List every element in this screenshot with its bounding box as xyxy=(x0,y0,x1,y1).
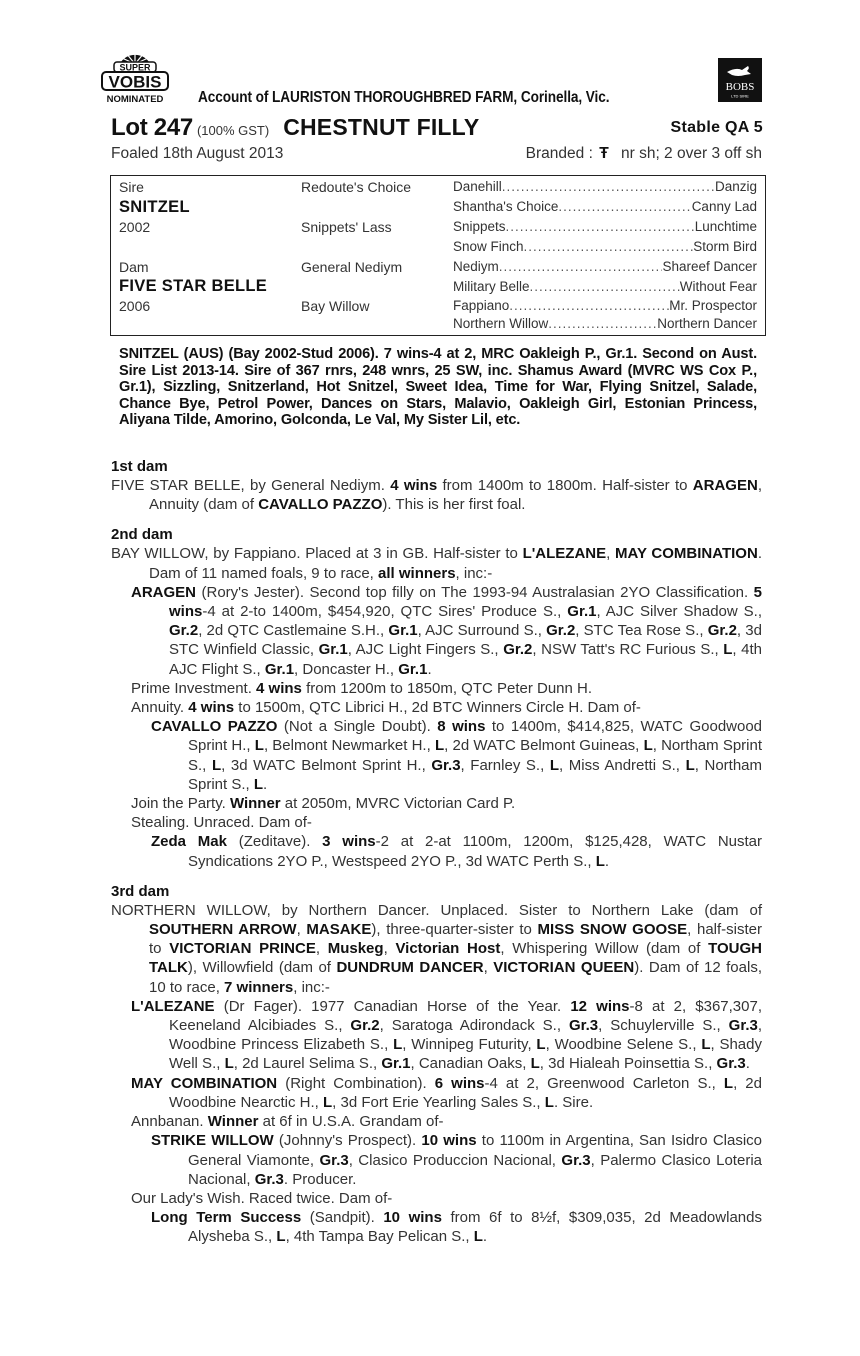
text-run: (Not a Single Doubt). xyxy=(277,718,438,736)
bold-run: L xyxy=(595,852,605,870)
bold-run: Gr.3 xyxy=(568,1017,599,1035)
bold-run: Winner xyxy=(229,795,281,813)
text-run: , AJC Silver Shadow S., xyxy=(596,603,763,621)
text-run: , STC Tea Rose S., xyxy=(575,622,708,640)
section-gap xyxy=(111,871,762,883)
text-run: , 2d WATC Belmont Guineas, xyxy=(444,737,644,755)
text-run: , Farnley S., xyxy=(460,756,550,774)
dam-sections xyxy=(111,458,762,1247)
sire-year: 2002 xyxy=(119,219,151,235)
sire-label: Sire xyxy=(119,179,144,195)
bold-run: 12 wins xyxy=(570,997,630,1015)
text-run: (Sandpit). xyxy=(301,1209,384,1227)
bold-run: L xyxy=(393,1036,403,1054)
bold-run: L xyxy=(685,756,695,774)
text-run: to 1100m in Argentina, San Isidro Clasico General Viamonte, xyxy=(188,1132,762,1169)
great-grandparent-row xyxy=(453,199,757,219)
bold-run: 4 wins xyxy=(188,699,235,717)
bold-run: MISS SNOW GOOSE xyxy=(537,921,688,939)
text-run: , Whispering Willow (dam of xyxy=(500,940,709,958)
great-grandparent-row xyxy=(453,219,757,239)
vendor-account: Account of LAURISTON THOROUGHBRED FARM, Corinella, Vic. xyxy=(198,89,610,106)
text-run: . xyxy=(482,1228,488,1246)
section-gap xyxy=(111,514,762,526)
bold-run: 10 wins xyxy=(383,1209,442,1227)
bold-run: STRIKE WILLOW xyxy=(151,1132,274,1150)
text-run: , Schuylerville S., xyxy=(598,1017,729,1035)
text-run: , Winnipeg Futurity, xyxy=(402,1036,537,1054)
bold-run: Gr.3 xyxy=(431,756,461,774)
bold-run: VICTORIAN QUEEN xyxy=(493,959,635,977)
bold-run: Winner xyxy=(207,1113,259,1131)
text-run: at 6f in U.S.A. Grandam of- xyxy=(258,1113,444,1131)
section-heading: 1st dam xyxy=(111,458,168,475)
text-run: BAY WILLOW, by Fappiano. Placed at 3 in GB. Half-sister to xyxy=(111,545,523,563)
bold-run: L xyxy=(211,756,222,774)
text-run: from 6f to 8½f, $309,035, 2d Meadowlands Alysheba S., xyxy=(188,1209,762,1246)
pedigree-paragraph xyxy=(111,698,762,717)
bold-run: L xyxy=(536,1036,546,1054)
text-run: , Clasico Produccion Nacional, xyxy=(348,1151,562,1169)
text-run: , xyxy=(606,545,616,563)
text-run: , 4th AJC Flight S., xyxy=(169,641,763,678)
text-run: , Palermo Clasico Loteria Nacional, xyxy=(188,1151,762,1188)
bold-run: 6 wins xyxy=(434,1074,485,1092)
bold-run: L xyxy=(530,1055,540,1073)
gg-name: Nediym xyxy=(453,259,499,274)
pedigree-paragraph xyxy=(111,997,762,1074)
dam-label: Dam xyxy=(119,259,149,275)
gg-sire: Canny Lad xyxy=(691,199,757,214)
branded-label: Branded : xyxy=(525,145,593,162)
text-run: ). This is her first foal. xyxy=(382,496,526,514)
bold-run: L xyxy=(254,737,264,755)
text-run: , AJC Surround S., xyxy=(417,622,547,640)
sire-summary: SNITZEL (AUS) (Bay 2002-Stud 2006). 7 wins-4 at 2, MRC Oakleigh P., Gr.1. Second on Aust. Sire List 2013-14. Sire of 367 rnrs, 248 wnrs, 25 SW, inc. Shamus Award (MVRC WS Cox P., Gr.1), Sizzling, Snitzerland, Hot Snitzel, Sweet Idea, Time for War, Flying Snitzel, Salade, Chance Bye, Petrol Power, Dances on Stars, Malavio, Oakleigh Girl, Estonian Princess, Aliyana Tilde, Amorino, Golconda, Le Val, My Sister Lil, etc. xyxy=(119,346,757,428)
bold-run: Gr.3 xyxy=(319,1151,349,1169)
pedigree-paragraph xyxy=(111,1112,762,1131)
text-run: (Zeditave). xyxy=(226,833,323,851)
pedigree-paragraph xyxy=(111,1189,762,1208)
text-run: . xyxy=(263,775,268,793)
gg-name: Military Belle xyxy=(453,279,530,294)
branded-text: nr sh; 2 over 3 off sh xyxy=(620,145,762,162)
text-run: , Shady Well S., xyxy=(169,1036,762,1073)
grandparent: Snippets' Lass xyxy=(301,219,392,235)
text-run: , Northam Sprint S., xyxy=(188,756,763,793)
bold-run: SOUTHERN ARROW xyxy=(149,921,297,939)
pedigree-paragraph xyxy=(111,679,762,698)
brand-mark-icon: Ŧ xyxy=(599,145,609,162)
svg-text:VOBIS: VOBIS xyxy=(108,72,162,92)
text-run: . Sire. xyxy=(553,1093,594,1111)
text-run: , xyxy=(296,921,307,939)
dam-year: 2006 xyxy=(119,298,151,314)
text-run: , 4th Tampa Bay Pelican S., xyxy=(285,1228,474,1246)
text-run: , 3d Hialeah Poinsettia S., xyxy=(539,1055,717,1073)
text-run: , 2d Laurel Selima S., xyxy=(233,1055,382,1073)
text-run: , 2d QTC Castlemaine S.H., xyxy=(198,622,389,640)
text-run: , Belmont Newmarket H., xyxy=(263,737,435,755)
bold-run: L'ALEZANE xyxy=(522,545,607,563)
bobs-logo xyxy=(718,58,762,102)
pedigree-paragraph xyxy=(111,544,762,582)
text-run: to 1400m, $414,825, WATC Goodwood Sprint H., xyxy=(188,718,763,755)
section-heading: 2nd dam xyxy=(111,526,173,544)
pedigree-paragraph xyxy=(111,1131,762,1189)
bold-run: Zeda Mak xyxy=(151,833,227,851)
bobs-horse-icon xyxy=(718,58,762,102)
text-run: . xyxy=(604,852,610,870)
great-grandparent-row xyxy=(453,239,757,259)
pedigree-paragraph xyxy=(111,583,762,679)
text-run: Annbanan. xyxy=(131,1113,208,1131)
great-grandparent-row xyxy=(453,316,757,336)
text-run: Stealing. Unraced. Dam of- xyxy=(131,814,312,832)
text-run: , AJC Light Fingers S., xyxy=(347,641,504,659)
gst-note: (100% GST) xyxy=(196,123,270,138)
pedigree-paragraph xyxy=(111,717,762,794)
bold-run: Gr.2 xyxy=(707,622,737,640)
text-run: , inc:- xyxy=(455,564,493,582)
bold-run: 10 wins xyxy=(421,1132,477,1150)
text-run: (Johnny's Prospect). xyxy=(273,1132,422,1150)
gg-name: Snow Finch xyxy=(453,239,524,254)
text-run: , Saratoga Adirondack S., xyxy=(379,1017,569,1035)
stable-location: Stable QA 5 xyxy=(670,119,763,136)
text-run: -2 at 2-at 1100m, 1200m, $125,428, WATC Nustar Syndications 2YO P., Westspeed 2YO P., 3d WATC Perth S., xyxy=(188,833,762,870)
svg-text:LTD SIRE: LTD SIRE xyxy=(731,93,749,99)
bold-run: Long Term Success xyxy=(151,1209,302,1227)
bold-run: TOUGH TALK xyxy=(149,940,762,977)
text-run: ), Willowfield (dam of xyxy=(187,959,337,977)
bold-run: L xyxy=(434,737,445,755)
gg-sire: Northern Dancer xyxy=(657,316,757,331)
text-run: , xyxy=(483,959,494,977)
dam-name: FIVE STAR BELLE xyxy=(119,277,268,295)
gg-sire: Shareef Dancer xyxy=(662,259,757,274)
bold-run: L xyxy=(549,756,560,774)
text-run: Prime Investment. xyxy=(131,679,257,697)
gg-name: Fappiano xyxy=(453,298,510,313)
bold-run: CAVALLO PAZZO xyxy=(151,718,278,736)
foaled-date: Foaled 18th August 2013 xyxy=(111,145,284,162)
text-run: , Annuity (dam of xyxy=(149,477,762,514)
text-run: (Right Combination). xyxy=(277,1074,435,1092)
bold-run: L xyxy=(723,1074,734,1092)
bold-run: Muskeg xyxy=(327,940,384,958)
bold-run: L xyxy=(224,1055,234,1073)
bold-run: L xyxy=(473,1228,483,1246)
great-grandparent-row xyxy=(453,279,757,299)
bold-run: Gr.1 xyxy=(398,660,428,678)
bold-run: Victorian Host xyxy=(395,940,501,958)
gg-sire: Lunchtime xyxy=(694,219,757,234)
bold-run: L xyxy=(276,1228,286,1246)
text-run: NORTHERN WILLOW, by Northern Dancer. Unplaced. Sister to Northern Lake (dam of xyxy=(111,901,762,919)
bold-run: MASAKE xyxy=(306,921,372,939)
bold-run: L'ALEZANE xyxy=(131,997,215,1015)
pedigree-paragraph xyxy=(111,1208,762,1246)
pedigree-paragraph xyxy=(111,813,762,832)
bold-run: Gr.1 xyxy=(318,641,348,659)
bold-run: L xyxy=(253,775,264,793)
text-run: . xyxy=(427,660,432,678)
text-run: , Canadian Oaks, xyxy=(410,1055,531,1073)
text-run: , Woodbine Princess Elizabeth S., xyxy=(169,1017,763,1054)
bold-run: 5 wins xyxy=(169,583,762,621)
text-run: (Dr Fager). 1977 Canadian Horse of the Year. xyxy=(214,997,571,1015)
gg-name: Danehill xyxy=(453,179,502,194)
gg-name: Snippets xyxy=(453,219,506,234)
bold-run: L xyxy=(643,737,653,755)
bold-run: L xyxy=(322,1093,333,1111)
text-run: , xyxy=(383,940,396,958)
bold-run: Gr.3 xyxy=(716,1055,746,1073)
text-run: -4 at 2, Greenwood Carleton S., xyxy=(484,1074,724,1092)
text-run: -4 at 2-to 1400m, $454,920, QTC Sires' Produce S., xyxy=(202,603,568,621)
text-run: , 3d Fort Erie Yearling Sales S., xyxy=(332,1093,545,1111)
bold-run: Gr.3 xyxy=(561,1151,591,1169)
bold-run: Gr.3 xyxy=(254,1170,284,1188)
text-run: (Rory's Jester). Second top filly on The 1993-94 Australasian 2YO Classification. xyxy=(196,583,754,601)
bold-run: CAVALLO PAZZO xyxy=(258,496,383,514)
bold-run: Gr.1 xyxy=(381,1055,411,1073)
grandparent: General Nediym xyxy=(301,259,403,275)
text-run: Our Lady's Wish. Raced twice. Dam of- xyxy=(131,1189,393,1207)
text-run: -8 at 2, $367,307, Keeneland Alcibiades S., xyxy=(169,997,763,1035)
text-run: ). Dam of 12 foals, 10 to race, xyxy=(149,959,762,996)
pedigree-paragraph xyxy=(111,1074,762,1112)
svg-text:SUPER: SUPER xyxy=(119,62,151,73)
bold-run: Gr.1 xyxy=(567,603,597,621)
bold-run: Gr.2 xyxy=(546,622,576,640)
bold-run: 4 wins xyxy=(256,679,302,697)
great-grandparent-row xyxy=(453,298,757,318)
text-run: , inc:- xyxy=(293,978,330,996)
text-run: , Northam Sprint S., xyxy=(188,737,763,774)
sire-name: SNITZEL xyxy=(119,198,190,216)
bold-run: Gr.2 xyxy=(503,641,533,659)
text-run: , xyxy=(315,940,328,958)
text-run: FIVE STAR BELLE, by General Nediym. xyxy=(111,477,391,494)
text-run: , 3d WATC Belmont Sprint H., xyxy=(221,756,432,774)
text-run: ), three-quarter-sister to xyxy=(371,921,538,939)
bold-run: ARAGEN xyxy=(692,477,758,494)
text-run: from 1400m to 1800m. Half-sister to xyxy=(437,477,693,494)
text-run: , NSW Tatt's RC Furious S., xyxy=(532,641,724,659)
bold-run: L xyxy=(544,1093,554,1111)
gg-name: Northern Willow xyxy=(453,316,549,331)
gg-name: Shantha's Choice xyxy=(453,199,559,214)
gg-sire: Storm Bird xyxy=(693,239,757,254)
pedigree-paragraph xyxy=(111,794,762,813)
pedigree-paragraph xyxy=(111,476,762,514)
lot-description: CHESTNUT FILLY xyxy=(283,114,480,140)
bold-run: Gr.3 xyxy=(728,1017,758,1035)
text-run: . Dam of 11 named foals, 9 to race, xyxy=(149,545,762,582)
pedigree-paragraph xyxy=(111,832,762,870)
text-run: from 1200m to 1850m, QTC Peter Dunn H. xyxy=(301,679,593,697)
gg-sire: Without Fear xyxy=(679,279,757,294)
text-run: . xyxy=(745,1055,750,1073)
bold-run: VICTORIAN PRINCE xyxy=(169,940,316,958)
bold-run: L xyxy=(701,1036,711,1054)
bold-run: all winners xyxy=(378,564,456,582)
section-heading: 3rd dam xyxy=(111,882,170,900)
text-run: , Woodbine Selene S., xyxy=(545,1036,702,1054)
lot-number: Lot 247 xyxy=(111,114,193,141)
bold-run: MAY COMBINATION xyxy=(615,545,758,563)
brand-info xyxy=(526,145,762,163)
bold-run: 4 wins xyxy=(390,477,438,494)
grandparent: Redoute's Choice xyxy=(301,179,412,195)
pedigree-paragraph xyxy=(111,901,762,997)
great-grandparent-row xyxy=(453,179,757,199)
bold-run: L xyxy=(723,641,733,659)
gg-sire: Mr. Prospector xyxy=(669,298,757,313)
lot-title-line xyxy=(111,114,763,142)
bold-run: 8 wins xyxy=(437,718,486,736)
bold-run: 3 wins xyxy=(322,833,376,851)
text-run: , Miss Andretti S., xyxy=(559,756,686,774)
text-run: Annuity. xyxy=(131,699,189,717)
bold-run: Gr.1 xyxy=(388,622,418,640)
bold-run: DUNDRUM DANCER xyxy=(336,959,484,977)
bold-run: Gr.2 xyxy=(169,622,199,640)
text-run: Join the Party. xyxy=(131,795,230,813)
svg-text:NOMINATED: NOMINATED xyxy=(106,94,164,105)
svg-text:BOBS: BOBS xyxy=(725,81,755,93)
gg-sire: Danzig xyxy=(714,179,757,194)
text-run: , half-sister to xyxy=(149,921,762,958)
grandparent: Bay Willow xyxy=(301,298,370,314)
great-grandparent-row xyxy=(453,259,757,279)
bold-run: 7 winners xyxy=(224,978,294,996)
bold-run: Gr.1 xyxy=(264,660,295,678)
text-run: , Doncaster H., xyxy=(294,660,399,678)
bold-run: Gr.2 xyxy=(350,1017,380,1035)
bold-run: ARAGEN xyxy=(131,583,197,601)
text-run: to 1500m, QTC Librici H., 2d BTC Winners Circle H. Dam of- xyxy=(234,699,641,717)
text-run: . Producer. xyxy=(283,1170,357,1188)
text-run: at 2050m, MVRC Victorian Card P. xyxy=(280,795,516,813)
text-run: , 2d Woodbine Nearctic H., xyxy=(169,1074,762,1111)
super-vobis-nominated-logo-icon xyxy=(92,44,178,106)
text-run: , 3d STC Winfield Classic, xyxy=(169,622,762,659)
bold-run: MAY COMBINATION xyxy=(131,1074,278,1092)
pedigree-table xyxy=(110,175,766,336)
